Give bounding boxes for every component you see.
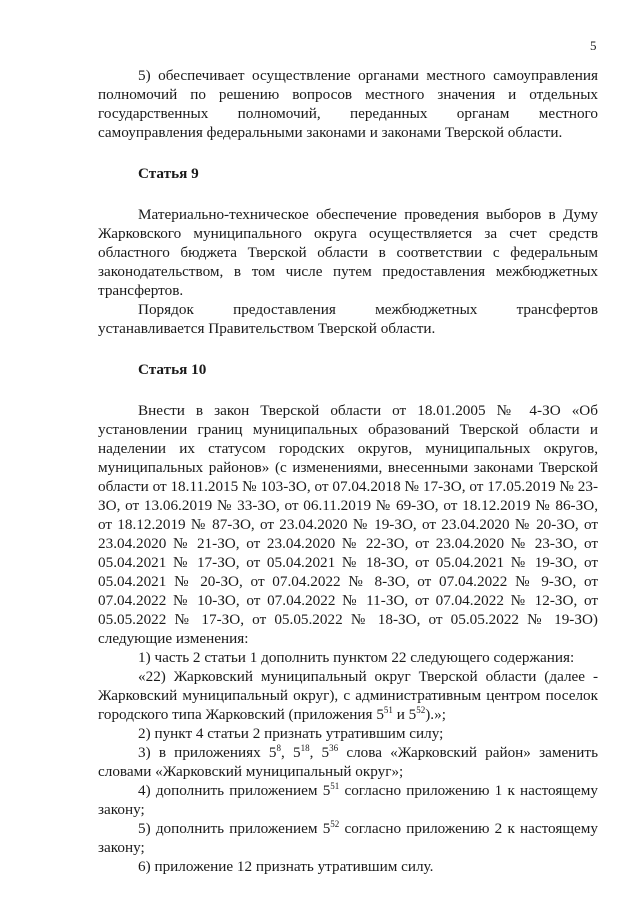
change-1: 1) часть 2 статьи 1 дополнить пунктом 22 следующего содержания: xyxy=(138,649,575,666)
change-3: 3) в приложениях $5^8$, $5^{18}$, $5^{36}$ слова «Жарковский район» заменить словами «Жарковский муниципальный округ»; xyxy=(98,742,598,780)
item-5-paragraph: 5) обеспечивает осуществление органами местного самоуправления полномочий по решению вопросов местного значения и отдельных государственных полномочий, переданных органам местного самоуправления федеральными законами и законами Тверской области. xyxy=(98,67,598,141)
change-6: 6) приложение 12 признать утратившим силу. xyxy=(138,858,434,875)
page-number: 5 xyxy=(590,38,597,53)
article-10-heading: Статья 10 xyxy=(138,361,207,378)
change-5: 5) дополнить приложением $5^{52}$ согласно приложению 2 к настоящему закону; xyxy=(98,818,598,856)
document-body xyxy=(98,66,598,876)
change-1-quote: «22) Жарковский муниципальный округ Тверской области (далее - Жарковский муниципальный округ), с административным центром поселок городского типа Жарковский (приложения $5^{51}$ и $5^{52}$).»; xyxy=(98,668,598,723)
change-2: 2) пункт 4 статьи 2 признать утратившим силу; xyxy=(138,725,444,742)
article-9-heading: Статья 9 xyxy=(138,165,199,182)
article-9-paragraph-1: Материально-техническое обеспечение проведения выборов в Думу Жарковского муниципального округа осуществляется за счет средств областного бюджета Тверской области в соответствии с федеральным законодательством, в том числе путем предоставления межбюджетных трансфертов. xyxy=(98,206,598,299)
change-4: 4) дополнить приложением $5^{51}$ согласно приложению 1 к настоящему закону; xyxy=(98,780,598,818)
article-9-paragraph-2: Порядок предоставления межбюджетных трансфертов устанавливается Правительством Тверской области. xyxy=(98,301,598,337)
article-10-intro: Внести в закон Тверской области от 18.01.2005 № 4-ЗО «Об установлении границ муниципальных образований Тверской области и наделении их статусом городских округов, муниципальных округов, муниципальных районов» (с изменениями, внесенными законами Тверской области от 18.11.2015 № 103-ЗО, от 07.04.2018 № 17-ЗО, от 17.05.2019 № 23-ЗО, от 13.06.2019 № 33-ЗО, от 06.11.2019 № 69-ЗО, от 18.12.2019 № 86-ЗО, от 18.12.2019 № 87-ЗО, от 23.04.2020 № 19-ЗО, от 23.04.2020 № 20-ЗО, от 23.04.2020 № 21-ЗО, от 23.04.2020 № 22-ЗО, от 23.04.2020 № 23-ЗО, от 05.04.2021 № 17-ЗО, от 05.04.2021 № 18-ЗО, от 05.04.2021 № 19-ЗО, от 05.04.2021 № 20-ЗО, от 07.04.2022 № 8-ЗО, от 07.04.2022 № 9-ЗО, от 07.04.2022 № 10-ЗО, от 07.04.2022 № 11-ЗО, от 07.04.2022 № 12-ЗО, от 05.05.2022 № 17-ЗО, от 05.05.2022 № 18-ЗО, от 05.05.2022 № 19-ЗО) следующие изменения: xyxy=(98,402,598,647)
